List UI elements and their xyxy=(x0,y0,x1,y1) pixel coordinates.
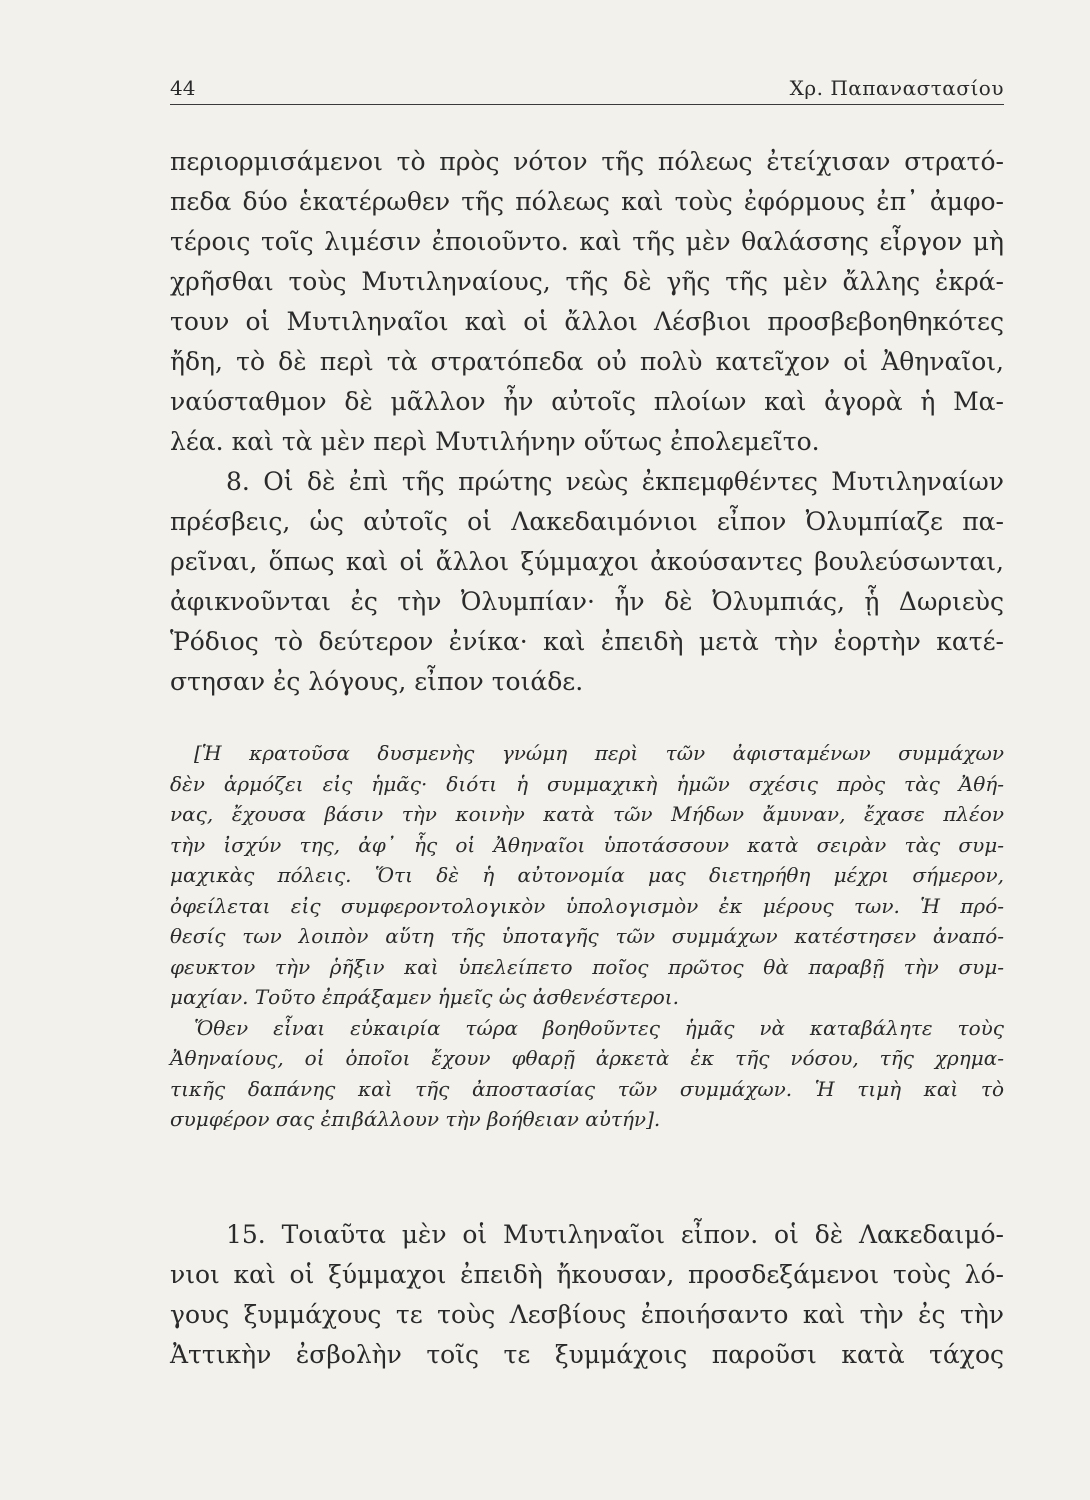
text-line: νιοι καὶ οἱ ξύμμαχοι ἐπειδὴ ἤκουσαν, προσδεξάμενοι τοὺς λό- xyxy=(170,1260,1004,1289)
text-line: χρῆσθαι τοὺς Μυτιληναίους, τῆς δὲ γῆς τῆς μὲν ἄλλης ἐκρά- xyxy=(170,267,1004,296)
note-line: τὴν ἰσχύν της, ἀφ᾽ ἧς οἱ Ἀθηναῖοι ὑποτάσσουν κατὰ σειρὰν τὰς συμ- xyxy=(170,832,1004,857)
text-line: ἀφικνοῦνται ἐς τὴν Ὀλυμπίαν· ἦν δὲ Ὀλυμπιάς, ᾗ Δωριεὺς xyxy=(170,587,1004,616)
text-line: στησαν ἐς λόγους, εἶπον τοιάδε. xyxy=(170,667,584,696)
note-line: ὀφείλεται εἰς συμφεροντολογικὸν ὑπολογισμὸν ἐκ μέρους των. Ἡ πρό- xyxy=(170,893,1004,918)
note-line: Ἀθηναίους, οἱ ὁποῖοι ἔχουν φθαρῇ ἀρκετὰ ἐκ τῆς νόσου, τῆς χρημα- xyxy=(170,1046,1004,1070)
text-line: 15. Τοιαῦτα μὲν οἱ Μυτιληναῖοι εἶπον. οἱ δὲ Λακεδαιμό- xyxy=(226,1220,1004,1249)
text-line: πεδα δύο ἑκατέρωθεν τῆς πόλεως καὶ τοὺς ἐφόρμους ἐπ᾽ ἀμφο- xyxy=(170,187,1004,216)
section-15-text xyxy=(170,1215,1004,1375)
page-number: 44 xyxy=(170,76,196,100)
text-line: λέα. καὶ τὰ μὲν περὶ Μυτιλήνην οὕτως ἐπολεμεῖτο. xyxy=(170,427,820,456)
translation-note xyxy=(170,738,1004,1135)
text-line: τουν οἱ Μυτιληναῖοι καὶ οἱ ἄλλοι Λέσβιοι προσβεβοηθηκότες xyxy=(170,307,1004,336)
running-head: Χρ. Παπαναστασίου xyxy=(789,76,1004,100)
text-line: Ἀττικὴν ἐσβολὴν τοῖς τε ξυμμάχοις παροῦσι κατὰ τάχος xyxy=(170,1340,1004,1369)
note-line: θεσίς των λοιπὸν αὕτη τῆς ὑποταγῆς τῶν συμμάχων κατέστησεν ἀναπό- xyxy=(170,924,1004,948)
text-line: γους ξυμμάχους τε τοὺς Λεσβίους ἐποιήσαντο καὶ τὴν ἐς τὴν xyxy=(170,1300,1004,1329)
note-line: [Ἡ κρατοῦσα δυσμενὴς γνώμη περὶ τῶν ἀφισταμένων συμμάχων xyxy=(194,741,1004,765)
text-line: ναύσταθμον δὲ μᾶλλον ἦν αὐτοῖς πλοίων καὶ ἀγορὰ ἡ Μα- xyxy=(170,387,1004,416)
note-line: μαχίαν. Τοῦτο ἐπράξαμεν ἡμεῖς ὡς ἀσθενέστεροι. xyxy=(170,985,680,1009)
note-line: δὲν ἁρμόζει εἰς ἡμᾶς· διότι ἡ συμμαχικὴ ἡμῶν σχέσις πρὸς τὰς Ἀθή- xyxy=(170,771,1004,796)
text-line: τέροις τοῖς λιμέσιν ἐποιοῦντο. καὶ τῆς μὲν θαλάσσης εἶργον μὴ xyxy=(170,227,1004,256)
page-header xyxy=(170,76,1004,105)
text-line: Ῥόδιος τὸ δεύτερον ἐνίκα· καὶ ἐπειδὴ μετὰ τὴν ἑορτὴν κατέ- xyxy=(170,627,1004,656)
main-text-block xyxy=(170,142,1004,702)
note-line: φευκτον τὴν ῥῆξιν καὶ ὑπελείπετο ποῖος πρῶτος θὰ παραβῇ τὴν συμ- xyxy=(170,954,1004,979)
text-line: 8. Οἱ δὲ ἐπὶ τῆς πρώτης νεὼς ἐκπεμφθέντες Μυτιληναίων xyxy=(226,467,1004,496)
note-line: συμφέρον σας ἐπιβάλλουν τὴν βοήθειαν αὐτήν]. xyxy=(170,1107,661,1131)
text-line: ρεῖναι, ὅπως καὶ οἱ ἄλλοι ξύμμαχοι ἀκούσαντες βουλεύσωνται, xyxy=(170,547,1004,576)
note-line: Ὅθεν εἶναι εὐκαιρία τώρα βοηθοῦντες ἡμᾶς νὰ καταβάλητε τοὺς xyxy=(194,1015,1004,1040)
text-line: ἤδη, τὸ δὲ περὶ τὰ στρατόπεδα οὐ πολὺ κατεῖχον οἱ Ἀθηναῖοι, xyxy=(170,347,1004,376)
text-line: πρέσβεις, ὡς αὐτοῖς οἱ Λακεδαιμόνιοι εἶπον Ὀλυμπίαζε πα- xyxy=(170,507,1004,536)
note-line: τικῆς δαπάνης καὶ τῆς ἀποστασίας τῶν συμμάχων. Ἡ τιμὴ καὶ τὸ xyxy=(170,1076,1004,1101)
note-line: νας, ἔχουσα βάσιν τὴν κοινὴν κατὰ τῶν Μήδων ἄμυναν, ἔχασε πλέον xyxy=(170,802,1004,826)
text-line: περιορμισάμενοι τὸ πρὸς νότον τῆς πόλεως ἐτείχισαν στρατό- xyxy=(170,147,1004,176)
note-line: μαχικὰς πόλεις. Ὅτι δὲ ἡ αὐτονομία μας διετηρήθη μέχρι σήμερον, xyxy=(170,863,1004,887)
